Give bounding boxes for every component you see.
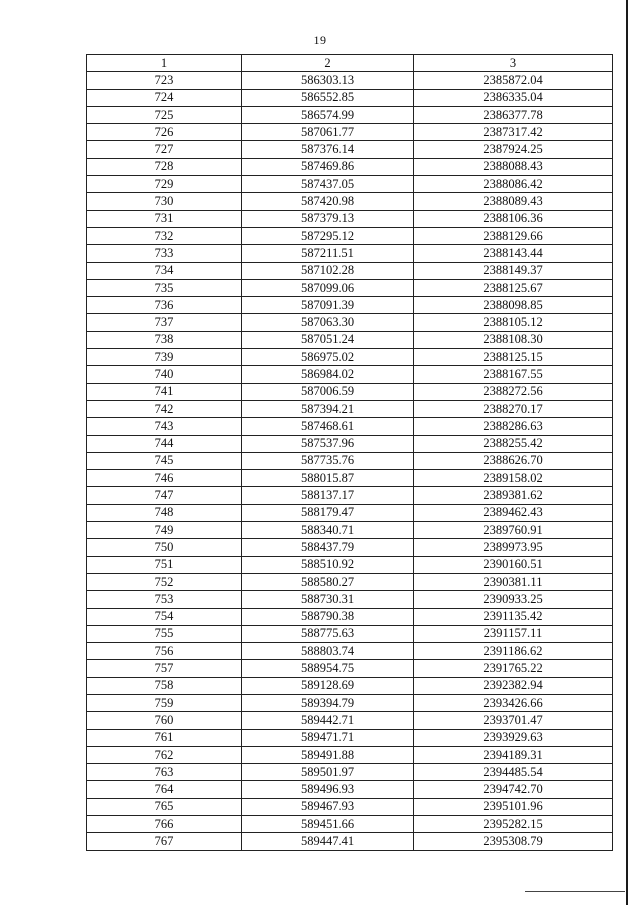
x-coordinate-cell: 588580.27 (242, 573, 414, 590)
column-header-2: 2 (242, 55, 414, 72)
table-row (87, 452, 613, 469)
table-row (87, 124, 613, 141)
y-coordinate-cell: 2393929.63 (414, 729, 613, 746)
x-coordinate-cell: 587099.06 (242, 279, 414, 296)
y-coordinate-cell: 2390933.25 (414, 591, 613, 608)
x-coordinate-cell: 587091.39 (242, 297, 414, 314)
table-row (87, 591, 613, 608)
x-coordinate-cell: 589496.93 (242, 781, 414, 798)
x-coordinate-cell: 587102.28 (242, 262, 414, 279)
y-coordinate-cell: 2388108.30 (414, 331, 613, 348)
y-coordinate-cell: 2388105.12 (414, 314, 613, 331)
y-coordinate-cell: 2388143.44 (414, 245, 613, 262)
point-number-cell: 754 (87, 608, 242, 625)
point-number-cell: 757 (87, 660, 242, 677)
y-coordinate-cell: 2391186.62 (414, 643, 613, 660)
table-row (87, 366, 613, 383)
y-coordinate-cell: 2395101.96 (414, 798, 613, 815)
column-header-3: 3 (414, 55, 613, 72)
x-coordinate-cell: 587379.13 (242, 210, 414, 227)
table-row (87, 400, 613, 417)
x-coordinate-cell: 589501.97 (242, 764, 414, 781)
y-coordinate-cell: 2389381.62 (414, 487, 613, 504)
y-coordinate-cell: 2388272.56 (414, 383, 613, 400)
x-coordinate-cell: 587469.86 (242, 158, 414, 175)
table-row (87, 435, 613, 452)
y-coordinate-cell: 2390160.51 (414, 556, 613, 573)
y-coordinate-cell: 2394742.70 (414, 781, 613, 798)
table-row (87, 158, 613, 175)
x-coordinate-cell: 588790.38 (242, 608, 414, 625)
point-number-cell: 755 (87, 625, 242, 642)
point-number-cell: 745 (87, 452, 242, 469)
y-coordinate-cell: 2393701.47 (414, 712, 613, 729)
x-coordinate-cell: 589394.79 (242, 694, 414, 711)
x-coordinate-cell: 588179.47 (242, 504, 414, 521)
x-coordinate-cell: 588015.87 (242, 470, 414, 487)
bottom-rule (525, 891, 625, 892)
x-coordinate-cell: 588437.79 (242, 539, 414, 556)
table-row (87, 764, 613, 781)
table-row (87, 279, 613, 296)
y-coordinate-cell: 2388125.15 (414, 349, 613, 366)
point-number-cell: 763 (87, 764, 242, 781)
column-header-1: 1 (87, 55, 242, 72)
x-coordinate-cell: 587295.12 (242, 227, 414, 244)
y-coordinate-cell: 2388255.42 (414, 435, 613, 452)
x-coordinate-cell: 586984.02 (242, 366, 414, 383)
table-row (87, 798, 613, 815)
y-coordinate-cell: 2388125.67 (414, 279, 613, 296)
y-coordinate-cell: 2388129.66 (414, 227, 613, 244)
coordinates-table (86, 54, 613, 851)
x-coordinate-cell: 587063.30 (242, 314, 414, 331)
table-row (87, 227, 613, 244)
x-coordinate-cell: 588803.74 (242, 643, 414, 660)
table-row (87, 539, 613, 556)
table-header (87, 55, 613, 72)
x-coordinate-cell: 588954.75 (242, 660, 414, 677)
x-coordinate-cell: 586574.99 (242, 106, 414, 123)
y-coordinate-cell: 2392382.94 (414, 677, 613, 694)
point-number-cell: 743 (87, 418, 242, 435)
table-row (87, 729, 613, 746)
table-row (87, 245, 613, 262)
y-coordinate-cell: 2388167.55 (414, 366, 613, 383)
y-coordinate-cell: 2388270.17 (414, 400, 613, 417)
point-number-cell: 756 (87, 643, 242, 660)
point-number-cell: 747 (87, 487, 242, 504)
point-number-cell: 764 (87, 781, 242, 798)
y-coordinate-cell: 2391157.11 (414, 625, 613, 642)
table-row (87, 106, 613, 123)
header-row (87, 55, 613, 72)
y-coordinate-cell: 2394189.31 (414, 746, 613, 763)
point-number-cell: 753 (87, 591, 242, 608)
table-row (87, 504, 613, 521)
x-coordinate-cell: 589467.93 (242, 798, 414, 815)
point-number-cell: 735 (87, 279, 242, 296)
point-number-cell: 760 (87, 712, 242, 729)
table-row (87, 72, 613, 89)
x-coordinate-cell: 586303.13 (242, 72, 414, 89)
table-row (87, 262, 613, 279)
x-coordinate-cell: 587061.77 (242, 124, 414, 141)
point-number-cell: 767 (87, 833, 242, 850)
table-row (87, 210, 613, 227)
point-number-cell: 728 (87, 158, 242, 175)
point-number-cell: 730 (87, 193, 242, 210)
table-body (87, 72, 613, 850)
point-number-cell: 737 (87, 314, 242, 331)
y-coordinate-cell: 2394485.54 (414, 764, 613, 781)
point-number-cell: 727 (87, 141, 242, 158)
y-coordinate-cell: 2386335.04 (414, 89, 613, 106)
y-coordinate-cell: 2389760.91 (414, 522, 613, 539)
x-coordinate-cell: 586552.85 (242, 89, 414, 106)
point-number-cell: 734 (87, 262, 242, 279)
table-row (87, 781, 613, 798)
point-number-cell: 729 (87, 176, 242, 193)
y-coordinate-cell: 2389462.43 (414, 504, 613, 521)
x-coordinate-cell: 586975.02 (242, 349, 414, 366)
point-number-cell: 765 (87, 798, 242, 815)
x-coordinate-cell: 587006.59 (242, 383, 414, 400)
table-row (87, 349, 613, 366)
x-coordinate-cell: 587420.98 (242, 193, 414, 210)
y-coordinate-cell: 2389158.02 (414, 470, 613, 487)
table-row (87, 314, 613, 331)
x-coordinate-cell: 587468.61 (242, 418, 414, 435)
y-coordinate-cell: 2395308.79 (414, 833, 613, 850)
x-coordinate-cell: 587437.05 (242, 176, 414, 193)
point-number-cell: 758 (87, 677, 242, 694)
x-coordinate-cell: 589442.71 (242, 712, 414, 729)
y-coordinate-cell: 2393426.66 (414, 694, 613, 711)
y-coordinate-cell: 2388088.43 (414, 158, 613, 175)
point-number-cell: 762 (87, 746, 242, 763)
x-coordinate-cell: 588510.92 (242, 556, 414, 573)
table-row (87, 625, 613, 642)
point-number-cell: 723 (87, 72, 242, 89)
x-coordinate-cell: 588775.63 (242, 625, 414, 642)
x-coordinate-cell: 587376.14 (242, 141, 414, 158)
y-coordinate-cell: 2388286.63 (414, 418, 613, 435)
y-coordinate-cell: 2386377.78 (414, 106, 613, 123)
page-edge-line (626, 0, 628, 905)
point-number-cell: 741 (87, 383, 242, 400)
point-number-cell: 750 (87, 539, 242, 556)
point-number-cell: 738 (87, 331, 242, 348)
y-coordinate-cell: 2390381.11 (414, 573, 613, 590)
point-number-cell: 761 (87, 729, 242, 746)
x-coordinate-cell: 588137.17 (242, 487, 414, 504)
y-coordinate-cell: 2395282.15 (414, 816, 613, 833)
point-number-cell: 736 (87, 297, 242, 314)
point-number-cell: 725 (87, 106, 242, 123)
table-row (87, 522, 613, 539)
x-coordinate-cell: 587051.24 (242, 331, 414, 348)
table-row (87, 694, 613, 711)
point-number-cell: 740 (87, 366, 242, 383)
point-number-cell: 724 (87, 89, 242, 106)
table-row (87, 487, 613, 504)
x-coordinate-cell: 588730.31 (242, 591, 414, 608)
table-row (87, 176, 613, 193)
x-coordinate-cell: 589447.41 (242, 833, 414, 850)
table-row (87, 331, 613, 348)
y-coordinate-cell: 2391765.22 (414, 660, 613, 677)
x-coordinate-cell: 589491.88 (242, 746, 414, 763)
point-number-cell: 749 (87, 522, 242, 539)
table-row (87, 141, 613, 158)
y-coordinate-cell: 2387317.42 (414, 124, 613, 141)
table-row (87, 556, 613, 573)
point-number-cell: 766 (87, 816, 242, 833)
table-row (87, 643, 613, 660)
y-coordinate-cell: 2388086.42 (414, 176, 613, 193)
x-coordinate-cell: 589471.71 (242, 729, 414, 746)
point-number-cell: 748 (87, 504, 242, 521)
point-number-cell: 742 (87, 400, 242, 417)
y-coordinate-cell: 2388089.43 (414, 193, 613, 210)
point-number-cell: 759 (87, 694, 242, 711)
x-coordinate-cell: 589128.69 (242, 677, 414, 694)
page-number: 19 (313, 33, 327, 47)
x-coordinate-cell: 589451.66 (242, 816, 414, 833)
point-number-cell: 732 (87, 227, 242, 244)
table-row (87, 383, 613, 400)
y-coordinate-cell: 2388098.85 (414, 297, 613, 314)
point-number-cell: 726 (87, 124, 242, 141)
point-number-cell: 746 (87, 470, 242, 487)
y-coordinate-cell: 2388626.70 (414, 452, 613, 469)
x-coordinate-cell: 587394.21 (242, 400, 414, 417)
x-coordinate-cell: 587735.76 (242, 452, 414, 469)
table-row (87, 193, 613, 210)
table-row (87, 712, 613, 729)
y-coordinate-cell: 2388106.36 (414, 210, 613, 227)
point-number-cell: 752 (87, 573, 242, 590)
table-row (87, 297, 613, 314)
point-number-cell: 733 (87, 245, 242, 262)
y-coordinate-cell: 2389973.95 (414, 539, 613, 556)
point-number-cell: 751 (87, 556, 242, 573)
y-coordinate-cell: 2385872.04 (414, 72, 613, 89)
table-row (87, 608, 613, 625)
table-row (87, 660, 613, 677)
table-row (87, 833, 613, 850)
table-row (87, 418, 613, 435)
table-row (87, 816, 613, 833)
x-coordinate-cell: 588340.71 (242, 522, 414, 539)
table-row (87, 746, 613, 763)
x-coordinate-cell: 587537.96 (242, 435, 414, 452)
x-coordinate-cell: 587211.51 (242, 245, 414, 262)
table-row (87, 470, 613, 487)
point-number-cell: 731 (87, 210, 242, 227)
y-coordinate-cell: 2391135.42 (414, 608, 613, 625)
point-number-cell: 744 (87, 435, 242, 452)
y-coordinate-cell: 2388149.37 (414, 262, 613, 279)
table-row (87, 677, 613, 694)
table-row (87, 573, 613, 590)
table-row (87, 89, 613, 106)
y-coordinate-cell: 2387924.25 (414, 141, 613, 158)
point-number-cell: 739 (87, 349, 242, 366)
